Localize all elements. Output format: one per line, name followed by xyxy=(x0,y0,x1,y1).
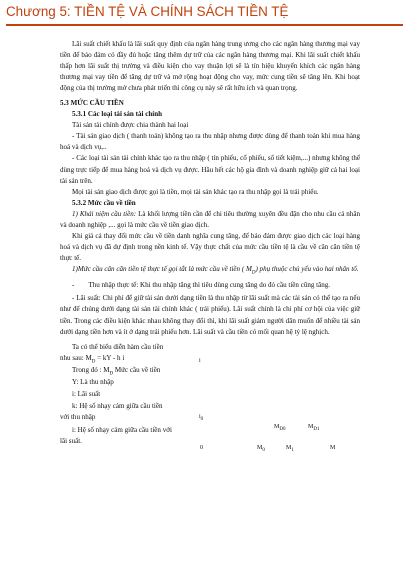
paragraph-real-balance: 1)Mức cầu cân căn tiền tệ thực tế gọi tắt là mức cầu về tiền ( $M_D$) phụ thuộc chủ yếu vào hai nhân tố. xyxy=(72,264,359,276)
paragraph-asset-types: Tài sản tài chính được chia thành hai loại xyxy=(72,121,189,130)
graph-m1-label: $M_1$ xyxy=(286,444,294,453)
dash-marker: - xyxy=(72,281,75,290)
page-body xyxy=(60,39,360,478)
header-underline xyxy=(6,24,403,26)
paragraph-price-change: Khi giá cả thay đổi mức cầu về tiền danh nghĩa cung tăng, để bảo đảm được giao dịch các loại hàng hoá và dịch vụ đã dự định trong nền kinh tế. Vậy thực chất của mức cầu tiền tệ là cầu về cân căn tiền tệ thực tế. xyxy=(60,231,360,262)
concept-text: Là khối lượng tiền cần để chi tiêu thường xuyên đều đặn cho nhu cầu cá nhân và doanh nghiệp ,... gọi là mức cầu về tiền giao dịch. xyxy=(60,209,360,229)
paragraph-money-demand-concept xyxy=(60,209,360,231)
definition-y: Y: Là thu nhập xyxy=(72,377,114,386)
graph-m0-label: $M_0$ xyxy=(257,444,265,453)
chapter-title: Chương 5: TIỀN TỆ VÀ CHÍNH SÁCH TIỀN TỆ xyxy=(6,4,289,19)
graph-i0-label: $i_0$ xyxy=(199,413,204,422)
heading-5-3-1: 5.3.1 Các loại tài sản tài chính xyxy=(72,110,163,119)
heading-5-3-2: 5.3.2 Mức cầu về tiền xyxy=(72,198,136,207)
graph-md1-label: $M_{D1}$ xyxy=(308,423,320,432)
formula-equation: nhu sau: $M_D$ = kY - h i xyxy=(60,353,125,365)
paragraph-transaction-assets: - Tài sản giao dịch ( thanh toán) không tạo ra thu nhập nhưng được dùng để thanh toán khi mua hàng hoá và dịch vụ,.. xyxy=(60,132,360,152)
heading-5-3: 5.3 MỨC CẦU TIỀN xyxy=(60,99,124,108)
definition-k: k: Hệ số nhạy cảm giữa cầu tiền xyxy=(72,401,163,410)
paragraph-discount-rate: Lãi suất chiết khấu là lãi suất quy định của ngân hàng trung ương cho các ngân hàng thương mại vay tiền để bảo đảm có đầy đủ hoặc tăng thêm dự trữ của các ngân hàng thương mại. Khi lãi suất chiết khấu thấp hơn lãi suất thị trường và điều kiện cho vay thuận lợi sẽ là tín hiệu khuyến khích các ngân hàng thương mại vay tiền để tăng dự trữ và mở rộng hoạt động cho vay, mức cung tiền sẽ tăng lên. Khi hoạt động của thị trường mở chưa phát triển thì công cụ này sẽ rất hữu ích và quan trọng. xyxy=(60,40,360,93)
paragraph-other-assets: - Các loại tài sản tài chính khác tạo ra thu nhập ( tín phiếu, cổ phiếu, sổ tiết kiệm,...) nhưng không thể dùng trực tiếp để mua hàng hoá và dịch vụ được. Hầu hết các hộ gia đình và doanh nghiệp giữ cả hai loại tài sản trên. xyxy=(60,154,360,185)
graph-md0-label: $M_{D0}$ xyxy=(274,423,286,432)
chapter-header xyxy=(6,4,405,24)
money-demand-function xyxy=(60,338,360,478)
graph-m-axis-label: M xyxy=(330,444,336,451)
definition-i: i: Lãi suất xyxy=(72,389,101,398)
formula-intro: Ta có thể biểu diễn hàm cầu tiền xyxy=(72,342,164,351)
graph-axis-i-label: i xyxy=(199,357,201,364)
definition-k-cont: với thu nhập xyxy=(60,412,96,421)
paragraph-real-income: - Thu nhập thực tế: Khi thu nhập tăng thì tiêu dùng cung tăng do đó cầu tiền cũng tăng. xyxy=(72,281,331,290)
concept-label: 1) Khái niệm cầu tiền: xyxy=(72,209,137,218)
definition-h: i: Hệ số nhạy cảm giữa cầu tiền với xyxy=(72,425,172,434)
formula-where: Trong đó : $M_D$ Mức cầu về tiền xyxy=(72,365,161,377)
paragraph-interest-rate: - Lãi suất: Chi phí để giữ tài sản dưới dạng tiền là thu nhập từ lãi suất mà các tài sản có thể tạo ra nếu như để chúng dưới dạng tài sản tài chính khác ( trái phiếu). Lãi suất chính là chi phí cơ hội của việc giữ tiền. Trong các điều kiện khác nhau không thay đổi thì, khi lãi suất giảm người dân muốn để nhiều tài sản dưới dạng tiền hơn và ít ở dạng trái phiếu hơn. Lãi suất và cầu tiền có mối quan hệ tỷ lệ nghịch. xyxy=(60,294,360,336)
definition-h-cont: lãi suất. xyxy=(60,436,82,445)
graph-origin-label: 0 xyxy=(200,444,203,451)
paragraph-money-bonds: Mọi tài sản giao dịch được gọi là tiền, mọi tài sản khác tạo ra thu nhập gọi là trái phiếu. xyxy=(72,187,319,196)
